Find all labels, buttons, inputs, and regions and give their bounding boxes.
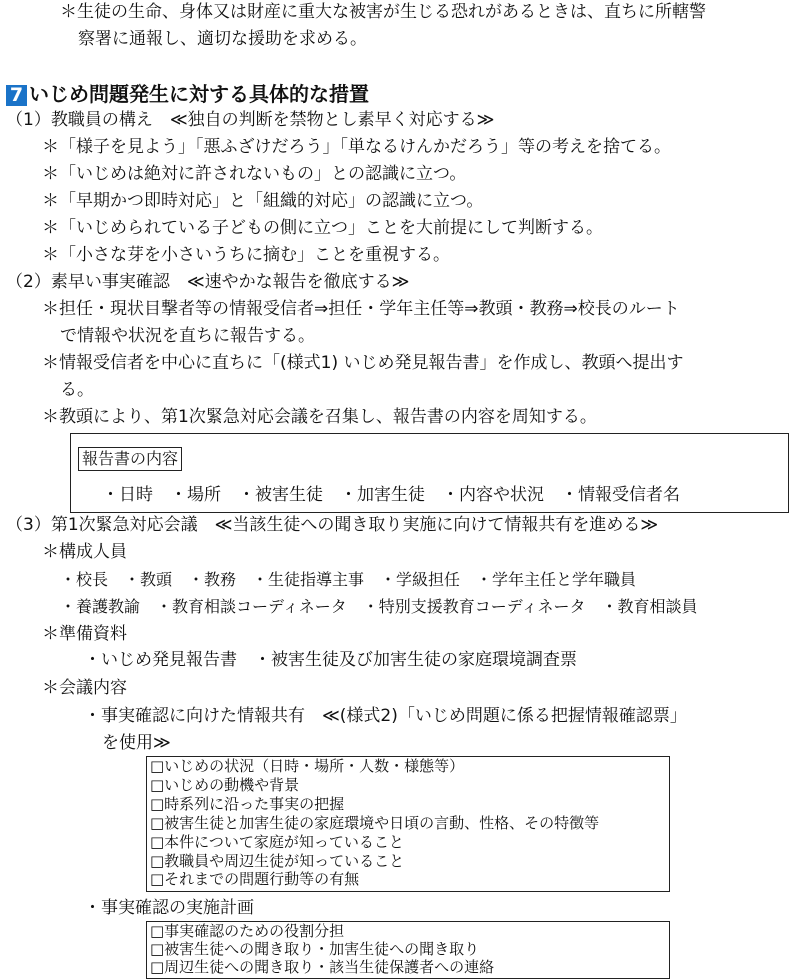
s2-heading: （2）素早い事実確認 ≪速やかな報告を徹底する≫	[6, 272, 410, 292]
info-share-line-1: ・事実確認に向けた情報共有 ≪(様式2)「いじめ問題に係る把握情報確認票」	[84, 706, 687, 726]
members-row-1: ・校長 ・教頭 ・教務 ・生徒指導主事 ・学級担任 ・学年主任と学年職員	[60, 570, 637, 589]
meeting-label: ＊会議内容	[42, 678, 127, 698]
plan-item: □周辺生徒への聞き取り・該当生徒保護者への連絡	[150, 958, 495, 976]
checklist-item: □それまでの問題行動等の有無	[150, 870, 360, 888]
section-heading	[6, 84, 369, 106]
s3-heading: （3）第1次緊急対応会議 ≪当該生徒への聞き取り実施に向けて情報共有を進める≫	[6, 515, 659, 535]
s2-para-3: ＊教頭により、第1次緊急対応会議を召集し、報告書の内容を周知する。	[42, 407, 597, 427]
report-contents-items: ・日時 ・場所 ・被害生徒 ・加害生徒 ・内容や状況 ・情報受信者名	[102, 485, 680, 505]
checklist-item: □教職員や周辺生徒が知っていること	[150, 852, 405, 870]
s1-item: ＊「早期かつ即時対応」と「組織的対応」の認識に立つ。	[42, 191, 484, 211]
plan-label: ・事実確認の実施計画	[84, 898, 254, 918]
report-contents-label: 報告書の内容	[78, 447, 182, 471]
checklist-item: □本件について家庭が知っていること	[150, 833, 404, 851]
section-number-badge: 7	[6, 85, 27, 106]
intro-line-1: ＊生徒の生命、身体又は財産に重大な被害が生じる恐れがあるときは、直ちに所轄警	[60, 2, 706, 22]
plan-item: □被害生徒への聞き取り・加害生徒への聞き取り	[150, 940, 480, 958]
intro-line-2: 察署に通報し、適切な援助を求める。	[78, 29, 367, 49]
materials-row: ・いじめ発見報告書 ・被害生徒及び加害生徒の家庭環境調査票	[84, 650, 577, 670]
s2-para-2a: ＊情報受信者を中心に直ちに「(様式1) いじめ発見報告書」を作成し、教頭へ提出す	[42, 353, 684, 373]
checklist-item: □いじめの動機や背景	[150, 776, 300, 794]
members-row-2: ・養護教諭 ・教育相談コーディネータ ・特別支援教育コーディネータ ・教育相談員	[60, 597, 698, 616]
s1-heading: （1）教職員の構え ≪独自の判断を禁物とし素早く対応する≫	[6, 110, 495, 130]
s1-item: ＊「様子を見よう」「悪ふざけだろう」「単なるけんかだろう」等の考えを捨てる。	[42, 137, 671, 157]
materials-label: ＊準備資料	[42, 624, 127, 644]
section-title: いじめ問題発生に対する具体的な措置	[29, 82, 369, 106]
s1-item: ＊「小さな芽を小さいうちに摘む」ことを重視する。	[42, 245, 450, 265]
s2-para-1b: で情報や状況を直ちに報告する。	[60, 326, 315, 346]
checklist-item: □被害生徒と加害生徒の家庭環境や日頃の言動、性格、その特徴等	[150, 814, 600, 832]
plan-item: □事実確認のための役割分担	[150, 922, 345, 940]
s1-item: ＊「いじめられている子どもの側に立つ」ことを大前提にして判断する。	[42, 218, 603, 238]
checklist-item: □いじめの状況（日時・場所・人数・様態等）	[150, 757, 465, 775]
s2-para-2b: る。	[60, 380, 94, 400]
s1-item: ＊「いじめは絶対に許されないもの」との認識に立つ。	[42, 164, 467, 184]
info-share-line-2: を使用≫	[102, 733, 171, 753]
checklist-item: □時系列に沿った事実の把握	[150, 795, 345, 813]
s2-para-1a: ＊担任・現状目撃者等の情報受信者⇒担任・学年主任等⇒教頭・教務⇒校長のルート	[42, 299, 680, 319]
members-label: ＊構成人員	[42, 542, 127, 562]
